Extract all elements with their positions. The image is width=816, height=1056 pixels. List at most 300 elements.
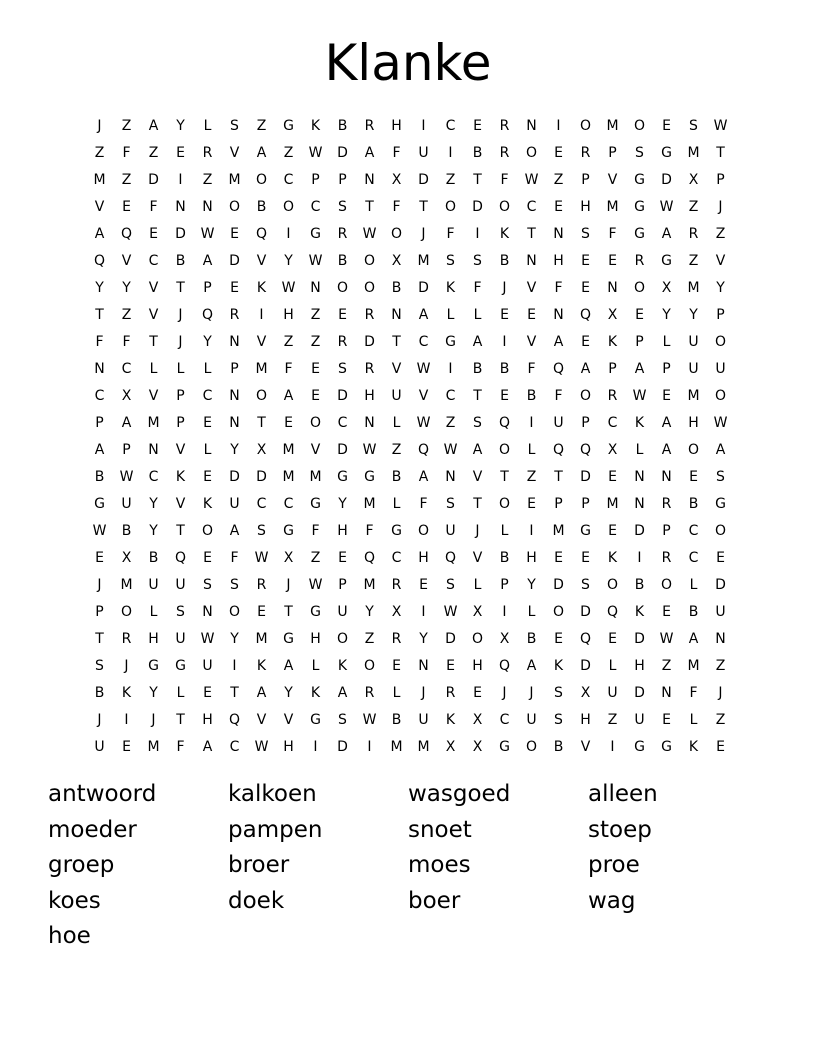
grid-letter: K [553, 657, 564, 674]
grid-letter: V [715, 252, 726, 269]
grid-letter: A [94, 441, 105, 458]
grid-letter: K [634, 603, 645, 620]
grid-letter: Z [148, 144, 159, 161]
grid-letter: Z [121, 306, 132, 323]
grid-letter: B [526, 630, 537, 647]
grid-letter: P [581, 171, 590, 188]
grid-letter: E [608, 252, 617, 269]
grid-letter: P [608, 144, 617, 161]
grid-letter: X [607, 306, 618, 323]
grid-letter: H [580, 711, 591, 728]
word-list-item: broer [228, 852, 290, 878]
grid-letter: O [255, 387, 268, 404]
grid-letter: O [606, 576, 619, 593]
grid-letter: B [688, 603, 699, 620]
grid-letter: O [201, 522, 214, 539]
grid-letter: A [121, 414, 132, 431]
grid-letter: X [283, 549, 294, 566]
grid-letter: Z [364, 630, 375, 647]
grid-letter: E [149, 225, 158, 242]
grid-letter: M [120, 576, 133, 593]
grid-letter: E [311, 360, 320, 377]
grid-letter: G [175, 657, 186, 674]
grid-letter: I [610, 738, 615, 755]
grid-letter: A [94, 225, 105, 242]
grid-letter: T [419, 198, 428, 215]
grid-letter: H [526, 549, 537, 566]
grid-letter: G [310, 495, 321, 512]
grid-letter: D [337, 387, 348, 404]
grid-letter: K [310, 684, 321, 701]
grid-letter: E [662, 387, 671, 404]
grid-letter: D [661, 171, 672, 188]
word-list-item: wasgoed [408, 781, 511, 807]
grid-letter: U [715, 603, 726, 620]
grid-letter: E [338, 549, 347, 566]
grid-letter: D [229, 252, 240, 269]
grid-letter: O [363, 252, 376, 269]
grid-letter: Y [284, 252, 293, 269]
grid-letter: O [633, 279, 646, 296]
grid-letter: J [529, 684, 534, 701]
grid-letter: L [635, 441, 644, 458]
grid-letter: P [338, 576, 347, 593]
grid-letter: W [308, 576, 323, 593]
word-list-item: wag [588, 887, 636, 914]
grid-letter: E [311, 387, 320, 404]
grid-letter: T [365, 198, 374, 215]
grid-letter: X [391, 603, 402, 620]
grid-letter: Y [419, 630, 428, 647]
grid-letter: G [310, 225, 321, 242]
grid-letter: E [203, 468, 212, 485]
grid-letter: U [202, 657, 213, 674]
grid-letter: A [472, 441, 483, 458]
grid-letter: J [151, 711, 156, 728]
grid-letter: D [553, 576, 564, 593]
grid-letter: O [471, 630, 484, 647]
grid-letter: R [391, 576, 402, 593]
grid-letter: C [310, 198, 321, 215]
grid-letter: E [338, 306, 347, 323]
grid-letter: D [418, 171, 429, 188]
grid-letter: R [634, 252, 645, 269]
grid-letter: W [524, 171, 539, 188]
grid-letter: M [687, 279, 700, 296]
grid-letter: I [178, 171, 183, 188]
grid-letter: I [448, 360, 453, 377]
grid-letter: X [256, 441, 267, 458]
grid-letter: C [283, 171, 294, 188]
grid-letter: G [715, 495, 726, 512]
grid-letter: A [202, 738, 213, 755]
grid-letter: P [95, 414, 104, 431]
grid-letter: B [391, 468, 402, 485]
grid-letter: M [417, 252, 430, 269]
grid-letter: L [203, 117, 212, 134]
word-search-grid [86, 112, 734, 760]
grid-letter: W [416, 360, 431, 377]
grid-letter: E [527, 306, 536, 323]
grid-letter: X [391, 252, 402, 269]
grid-letter: W [416, 414, 431, 431]
grid-letter: M [606, 495, 619, 512]
grid-letter: V [175, 495, 186, 512]
grid-letter: P [176, 414, 185, 431]
grid-letter: S [446, 495, 455, 512]
grid-letter: E [716, 738, 725, 755]
grid-letter: D [634, 522, 645, 539]
grid-letter: E [230, 279, 239, 296]
grid-letter: V [148, 279, 159, 296]
grid-letter: O [714, 333, 727, 350]
grid-letter: V [526, 279, 537, 296]
word-list-item: moes [408, 852, 471, 878]
grid-letter: O [525, 144, 538, 161]
grid-letter: A [256, 144, 267, 161]
grid-letter: O [498, 198, 511, 215]
grid-letter: K [445, 711, 456, 728]
grid-letter: C [445, 117, 456, 134]
grid-letter: D [175, 225, 186, 242]
grid-letter: R [229, 306, 240, 323]
grid-letter: S [203, 576, 212, 593]
grid-letter: W [659, 198, 674, 215]
grid-letter: F [392, 144, 401, 161]
grid-letter: A [472, 333, 483, 350]
grid-letter: K [688, 738, 699, 755]
grid-letter: G [283, 522, 294, 539]
word-list-item: antwoord [48, 781, 157, 807]
grid-letter: Y [149, 684, 158, 701]
grid-letter: C [688, 549, 699, 566]
grid-letter: P [176, 387, 185, 404]
grid-letter: Y [203, 333, 212, 350]
grid-letter: E [554, 198, 563, 215]
grid-letter: S [716, 468, 725, 485]
grid-letter: F [365, 522, 374, 539]
grid-letter: M [282, 468, 295, 485]
grid-letter: Z [94, 144, 105, 161]
grid-letter: X [661, 279, 672, 296]
grid-letter: O [228, 603, 241, 620]
grid-letter: U [526, 711, 537, 728]
grid-letter: O [633, 117, 646, 134]
grid-letter: L [149, 360, 158, 377]
grid-letter: I [448, 144, 453, 161]
grid-letter: E [500, 387, 509, 404]
grid-letter: O [579, 387, 592, 404]
grid-letter: A [337, 684, 348, 701]
grid-letter: U [553, 414, 564, 431]
grid-letter: M [309, 468, 322, 485]
page-title: Klanke [324, 34, 492, 92]
grid-letter: E [203, 684, 212, 701]
grid-letter: Z [445, 171, 456, 188]
grid-letter: Q [174, 549, 187, 566]
grid-letter: Z [688, 252, 699, 269]
grid-letter: L [689, 576, 698, 593]
grid-letter: B [391, 711, 402, 728]
grid-letter: W [308, 144, 323, 161]
grid-letter: M [687, 657, 700, 674]
grid-letter: Z [310, 306, 321, 323]
grid-letter: R [337, 225, 348, 242]
grid-letter: E [662, 117, 671, 134]
grid-letter: G [661, 144, 672, 161]
grid-letter: Z [607, 711, 618, 728]
grid-letter: M [363, 576, 376, 593]
grid-letter: P [635, 333, 644, 350]
grid-letter: N [364, 414, 375, 431]
grid-letter: G [391, 522, 402, 539]
grid-letter: O [579, 117, 592, 134]
grid-letter: T [176, 279, 185, 296]
grid-letter: G [283, 117, 294, 134]
grid-letter: S [554, 711, 563, 728]
grid-letter: O [714, 522, 727, 539]
grid-letter: U [634, 711, 645, 728]
grid-letter: P [95, 603, 104, 620]
word-list-item: groep [48, 852, 115, 878]
grid-letter: I [259, 306, 264, 323]
grid-letter: U [715, 360, 726, 377]
grid-letter: B [688, 495, 699, 512]
grid-letter: N [553, 306, 564, 323]
grid-letter: E [122, 198, 131, 215]
grid-letter: K [256, 279, 267, 296]
grid-letter: U [175, 630, 186, 647]
grid-letter: N [229, 333, 240, 350]
grid-letter: R [661, 495, 672, 512]
grid-letter: M [93, 171, 106, 188]
grid-letter: Z [661, 657, 672, 674]
grid-letter: Y [662, 306, 671, 323]
grid-letter: G [364, 468, 375, 485]
grid-letter: B [526, 387, 537, 404]
grid-letter: Y [149, 495, 158, 512]
grid-letter: J [97, 117, 102, 134]
grid-letter: L [500, 522, 509, 539]
grid-letter: W [713, 117, 728, 134]
grid-letter: B [499, 252, 510, 269]
grid-letter: B [256, 198, 267, 215]
grid-letter: N [94, 360, 105, 377]
grid-letter: C [526, 198, 537, 215]
grid-letter: V [310, 441, 321, 458]
grid-letter: P [311, 171, 320, 188]
grid-letter: P [500, 576, 509, 593]
grid-letter: C [607, 414, 618, 431]
grid-letter: E [230, 225, 239, 242]
grid-letter: A [418, 306, 429, 323]
grid-letter: F [689, 684, 698, 701]
grid-letter: G [634, 171, 645, 188]
grid-letter: O [309, 414, 322, 431]
grid-letter: E [446, 657, 455, 674]
grid-letter: G [580, 522, 591, 539]
grid-letter: A [418, 468, 429, 485]
grid-letter: C [148, 468, 159, 485]
grid-letter: G [337, 468, 348, 485]
grid-letter: I [286, 225, 291, 242]
grid-letter: B [94, 468, 105, 485]
grid-letter: Q [498, 657, 511, 674]
grid-letter: X [472, 603, 483, 620]
grid-letter: H [580, 198, 591, 215]
grid-letter: C [283, 495, 294, 512]
grid-letter: Q [417, 441, 430, 458]
grid-letter: O [336, 279, 349, 296]
grid-letter: V [283, 711, 294, 728]
grid-letter: Q [552, 360, 565, 377]
grid-letter: J [286, 576, 291, 593]
grid-letter: X [607, 441, 618, 458]
grid-letter: D [418, 279, 429, 296]
grid-letter: B [472, 144, 483, 161]
grid-letter: O [417, 522, 430, 539]
grid-letter: L [149, 603, 158, 620]
grid-letter: D [580, 468, 591, 485]
grid-letter: G [634, 198, 645, 215]
grid-letter: X [445, 738, 456, 755]
grid-letter: S [446, 576, 455, 593]
grid-letter: E [581, 279, 590, 296]
grid-letter: L [392, 414, 401, 431]
grid-letter: H [283, 738, 294, 755]
grid-letter: N [634, 495, 645, 512]
grid-letter: E [554, 144, 563, 161]
grid-letter: J [718, 198, 723, 215]
word-list-item: snoet [408, 816, 472, 843]
grid-letter: O [552, 603, 565, 620]
grid-letter: T [95, 306, 104, 323]
word-list-item: stoep [588, 816, 652, 843]
grid-letter: Z [202, 171, 213, 188]
grid-letter: E [689, 468, 698, 485]
grid-letter: U [418, 144, 429, 161]
grid-letter: C [391, 549, 402, 566]
grid-letter: C [337, 414, 348, 431]
grid-letter: K [607, 333, 618, 350]
grid-letter: L [527, 603, 536, 620]
grid-letter: T [500, 468, 509, 485]
grid-letter: H [634, 657, 645, 674]
word-list-item: moeder [48, 816, 137, 843]
grid-letter: E [716, 549, 725, 566]
grid-letter: U [607, 684, 618, 701]
grid-letter: X [472, 738, 483, 755]
grid-letter: U [688, 333, 699, 350]
grid-letter: N [445, 468, 456, 485]
grid-letter: A [526, 657, 537, 674]
grid-letter: F [392, 198, 401, 215]
grid-letter: K [337, 657, 348, 674]
grid-letter: K [256, 657, 267, 674]
grid-letter: R [688, 225, 699, 242]
grid-letter: Z [715, 711, 726, 728]
grid-letter: T [473, 495, 482, 512]
grid-letter: F [554, 279, 563, 296]
grid-letter: L [473, 576, 482, 593]
grid-letter: Y [176, 117, 185, 134]
grid-letter: D [715, 576, 726, 593]
grid-letter: D [634, 684, 645, 701]
grid-letter: J [475, 522, 480, 539]
grid-letter: A [256, 684, 267, 701]
grid-letter: Y [527, 576, 536, 593]
grid-letter: Q [606, 603, 619, 620]
grid-letter: B [499, 360, 510, 377]
grid-letter: K [310, 117, 321, 134]
grid-letter: Z [445, 414, 456, 431]
grid-letter: I [556, 117, 561, 134]
grid-letter: C [445, 387, 456, 404]
grid-letter: U [121, 495, 132, 512]
grid-letter: S [473, 414, 482, 431]
grid-letter: P [581, 495, 590, 512]
grid-letter: H [418, 549, 429, 566]
grid-letter: R [445, 684, 456, 701]
grid-letter: S [338, 198, 347, 215]
grid-letter: M [147, 414, 160, 431]
grid-letter: Z [715, 225, 726, 242]
grid-letter: W [92, 522, 107, 539]
grid-letter: E [203, 549, 212, 566]
grid-letter: H [202, 711, 213, 728]
grid-letter: Y [230, 441, 239, 458]
grid-letter: S [554, 684, 563, 701]
grid-letter: H [283, 306, 294, 323]
grid-letter: C [229, 738, 240, 755]
grid-letter: S [257, 522, 266, 539]
grid-letter: H [553, 252, 564, 269]
grid-letter: F [419, 495, 428, 512]
grid-letter: Q [579, 306, 592, 323]
grid-letter: R [121, 630, 132, 647]
grid-letter: V [229, 144, 240, 161]
grid-letter: V [175, 441, 186, 458]
grid-letter: H [472, 657, 483, 674]
grid-letter: I [529, 522, 534, 539]
grid-letter: T [392, 333, 401, 350]
grid-letter: F [554, 387, 563, 404]
grid-letter: J [97, 711, 102, 728]
grid-letter: G [661, 252, 672, 269]
grid-letter: M [282, 441, 295, 458]
grid-letter: P [716, 306, 725, 323]
grid-letter: E [203, 414, 212, 431]
grid-letter: C [418, 333, 429, 350]
grid-letter: H [337, 522, 348, 539]
grid-letter: Z [283, 333, 294, 350]
grid-letter: D [337, 738, 348, 755]
grid-letter: J [718, 684, 723, 701]
grid-letter: Z [121, 117, 132, 134]
grid-letter: P [122, 441, 131, 458]
grid-letter: T [527, 225, 536, 242]
grid-letter: V [607, 171, 618, 188]
grid-letter: R [364, 306, 375, 323]
grid-letter: D [229, 468, 240, 485]
grid-letter: S [176, 603, 185, 620]
grid-letter: Z [391, 441, 402, 458]
grid-letter: T [284, 603, 293, 620]
grid-letter: R [256, 576, 267, 593]
grid-letter: I [529, 414, 534, 431]
grid-letter: A [283, 657, 294, 674]
grid-letter: G [310, 711, 321, 728]
